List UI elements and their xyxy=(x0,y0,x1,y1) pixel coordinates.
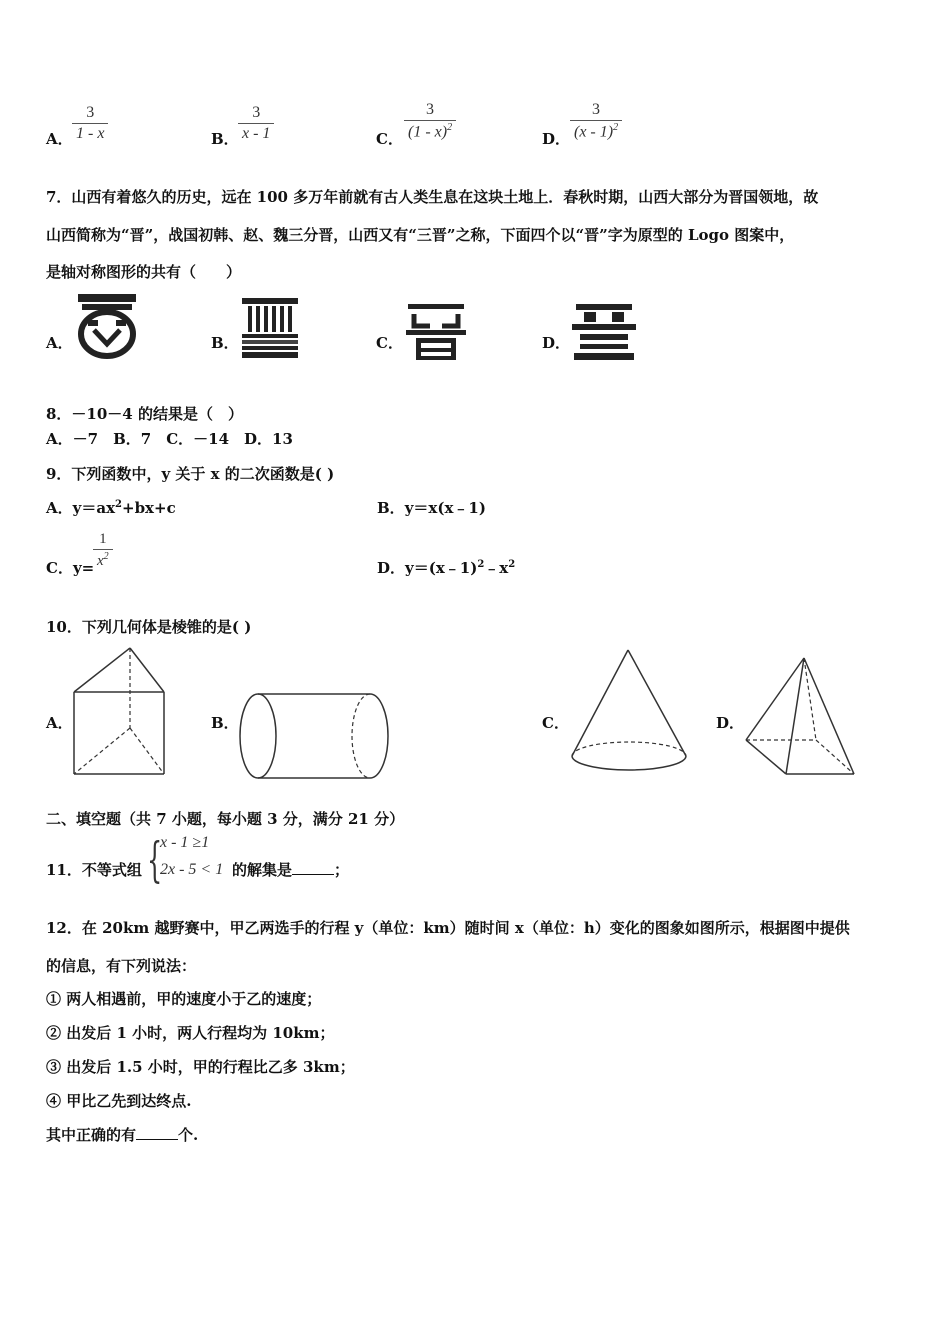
q12-statement-3: ③ 出发后 1.5 小时，甲的行程比乙多 3km； xyxy=(46,1058,355,1076)
q11-inequality-2: 2x - 5 < 1 xyxy=(160,861,224,878)
q6-b-numerator: 3 xyxy=(252,104,261,121)
q6-option-a-label: A． xyxy=(46,130,73,148)
q6-option-d-fraction xyxy=(570,101,622,141)
q10-option-c-label: C． xyxy=(542,714,569,732)
q8-stem: 8．－10－4 的结果是（ ） xyxy=(46,405,243,423)
q7-line-3: 是轴对称图形的共有（ ） xyxy=(46,263,242,281)
q9-option-a: A．$y=ax^2+bx+c$ xyxy=(46,499,176,517)
q9-c-fraction xyxy=(93,531,113,570)
q7-option-b-label: B． xyxy=(211,334,239,352)
q11-inequality-1: x - 1 ≥1 xyxy=(160,834,210,851)
q9-option-c: C．y= xyxy=(46,559,95,577)
q11-suffix: 的解集是 ； xyxy=(232,861,350,879)
q6-c-numerator: 3 xyxy=(426,101,435,118)
q8-options: A．－7 B．7 C．－14 D．13 xyxy=(46,430,293,448)
q7-logo-a xyxy=(74,292,140,360)
q6-c-denominator: (1 - x)$^2$ xyxy=(404,120,456,141)
q10-cone xyxy=(568,644,692,776)
q6-option-c-label: C． xyxy=(376,130,403,148)
q11-answer-blank xyxy=(292,873,334,875)
q9-option-d: D．$y=(x﹣1)^2﹣x^2$ xyxy=(377,559,516,577)
q10-option-a-label: A． xyxy=(46,714,73,732)
q7-logo-d xyxy=(570,302,638,362)
q9-option-b: B．y＝x(x﹣1) xyxy=(377,499,486,517)
q7-line-2: 山西简称为“晋”，战国初韩、赵、魏三分晋，山西又有“三晋”之称，下面四个以“晋”字为原型的 Logo 图案中， xyxy=(46,226,795,244)
q6-d-numerator: 3 xyxy=(592,101,601,118)
q10-triangular-prism xyxy=(68,642,172,782)
q10-option-b-label: B． xyxy=(211,714,239,732)
q7-logo-b xyxy=(240,296,300,360)
q7-line-1: 7．山西有着悠久的历史，远在 100 多万年前就有古人类生息在这块土地上．春秋时期，山西大部分为晋国领地，故 xyxy=(46,188,819,206)
q12-line-2: 的信息，有下列说法： xyxy=(46,957,197,975)
q10-pyramid xyxy=(742,652,862,780)
section-2-heading: 二、填空题（共 7 小题，每小题 3 分，满分 21 分） xyxy=(46,810,405,828)
q6-d-denominator: (x - 1)$^2$ xyxy=(570,120,622,141)
q9-c-numerator: 1 xyxy=(99,531,107,547)
q11-prefix: 11．不等式组 xyxy=(46,861,142,879)
q6-a-denominator: 1 - x xyxy=(72,123,108,143)
q6-option-c-fraction xyxy=(404,101,456,141)
q6-option-b-fraction xyxy=(238,104,274,143)
q9-stem: 9．下列函数中，y 关于 x 的二次函数是( ) xyxy=(46,465,335,483)
q12-line-1: 12．在 20km 越野赛中，甲乙两选手的行程 y（单位：km）随时间 x（单位：h）变化的图象如图所示，根据图中提供 xyxy=(46,919,850,937)
q6-option-b-label: B． xyxy=(211,130,239,148)
q7-option-a-label: A． xyxy=(46,334,73,352)
q6-option-d-label: D． xyxy=(542,130,571,148)
q7-option-d-label: D． xyxy=(542,334,571,352)
q10-option-d-label: D． xyxy=(716,714,745,732)
q12-question: 其中正确的有 个. xyxy=(46,1126,199,1144)
q6-option-a-fraction xyxy=(72,104,108,143)
q12-statement-2: ② 出发后 1 小时，两人行程均为 10km； xyxy=(46,1024,335,1042)
q6-b-denominator: x - 1 xyxy=(238,123,274,143)
q7-option-c-label: C． xyxy=(376,334,403,352)
q12-statement-1: ① 两人相遇前，甲的速度小于乙的速度； xyxy=(46,990,322,1008)
q11-brace: { xyxy=(147,832,163,888)
q10-cylinder xyxy=(236,690,392,782)
q7-logo-c xyxy=(404,300,468,362)
q9-c-denominator: $x^2$ xyxy=(93,549,113,570)
q10-stem: 10．下列几何体是棱锥的是( ) xyxy=(46,618,252,636)
q6-a-numerator: 3 xyxy=(86,104,95,121)
q12-answer-blank xyxy=(136,1138,178,1140)
q12-statement-4: ④ 甲比乙先到达终点. xyxy=(46,1092,192,1110)
